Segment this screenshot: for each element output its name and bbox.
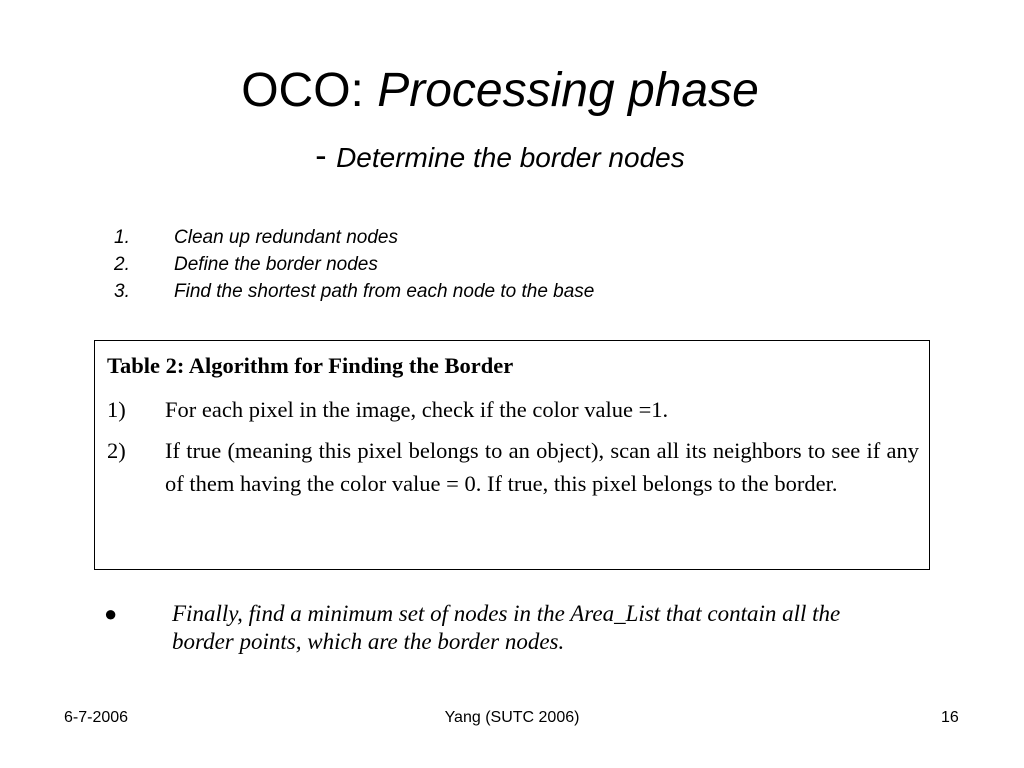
- step-number: 1.: [114, 227, 130, 248]
- title-prefix: OCO:: [241, 64, 378, 117]
- step-number: 3.: [114, 281, 130, 302]
- step-text: Define the border nodes: [174, 254, 378, 275]
- slide-title: [0, 62, 1000, 120]
- bullet-text: Finally, find a minimum set of nodes in the Area_List that contain all the border points, which are the border nodes.: [172, 601, 841, 654]
- algorithm-table: [94, 340, 930, 570]
- subtitle-text: Determine the border nodes: [336, 142, 685, 173]
- table-item-text: For each pixel in the image, check if the color value =1.: [165, 397, 669, 422]
- subtitle-dash: -: [315, 137, 337, 175]
- steps-list: [114, 224, 814, 305]
- bullet-point: [104, 600, 864, 656]
- table-title: Table 2: Algorithm for Finding the Border: [107, 353, 514, 378]
- title-emphasis: Processing phase: [377, 64, 759, 117]
- table-item-text: If true (meaning this pixel belongs to an object), scan all its neighbors to see if any of them having the color value = 0. If true, this pixel belongs to the border.: [165, 438, 919, 496]
- list-item: [114, 278, 814, 305]
- list-item: [114, 224, 814, 251]
- step-number: 2.: [114, 254, 130, 275]
- footer-author: Yang (SUTC 2006): [444, 709, 580, 726]
- bullet-icon: ●: [104, 601, 118, 626]
- step-text: Clean up redundant nodes: [174, 227, 398, 248]
- table-item-number: 1): [107, 397, 126, 422]
- page-number: 16: [941, 709, 959, 726]
- step-text: Find the shortest path from each node to the base: [174, 281, 595, 302]
- slide-subtitle: [0, 136, 1000, 178]
- table-row: [107, 434, 919, 500]
- table-row: [107, 393, 919, 426]
- list-item: [114, 251, 814, 278]
- table-item-number: 2): [107, 438, 126, 463]
- footer-date: 6-7-2006: [64, 709, 129, 726]
